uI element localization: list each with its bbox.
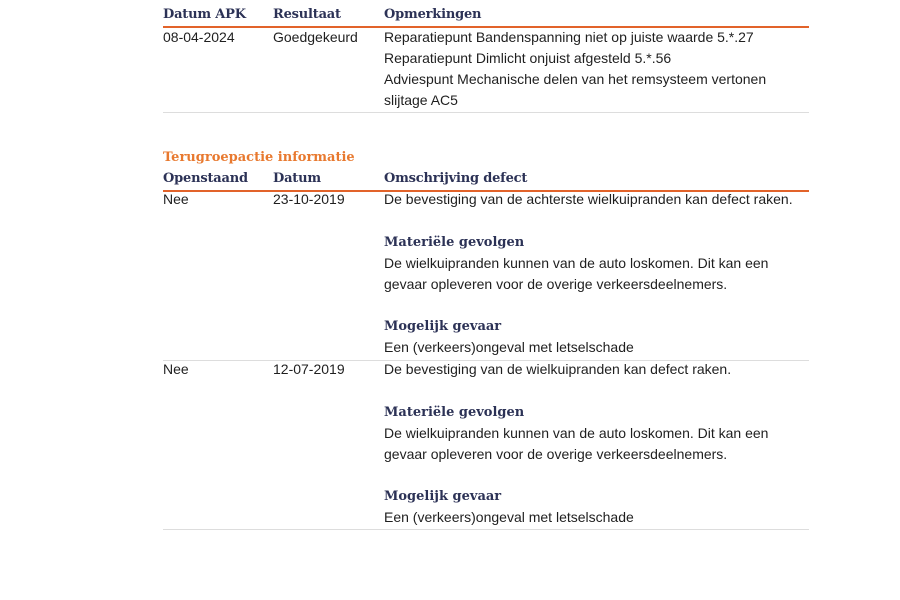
apk-header-result: Resultaat xyxy=(273,7,341,22)
recall-row-description xyxy=(384,189,809,358)
recall-row-open: Nee xyxy=(163,191,189,207)
consequences-label: Materiële gevolgen xyxy=(384,235,525,250)
apk-remark-line: Reparatiepunt Bandenspanning niet op juiste waarde 5.*.27 xyxy=(384,29,754,45)
apk-remark-line: Reparatiepunt Dimlicht onjuist afgesteld 5.*.56 xyxy=(384,50,672,66)
apk-remark-line: slijtage AC5 xyxy=(384,92,458,108)
danger-label: Mogelijk gevaar xyxy=(384,489,502,504)
apk-table xyxy=(163,0,809,120)
recall-title: Terugroepactie informatie xyxy=(163,150,355,165)
recall-row-date: 23-10-2019 xyxy=(273,191,345,207)
defect-description: De bevestiging van de wielkuipranden kan defect raken. xyxy=(384,361,732,377)
consequences-line: gevaar opleveren voor de overige verkeersdeelnemers. xyxy=(384,276,728,292)
defect-description: De bevestiging van de achterste wielkuipranden kan defect raken. xyxy=(384,191,793,207)
consequences-line: De wielkuipranden kunnen van de auto loskomen. Dit kan een xyxy=(384,425,769,441)
recall-section xyxy=(163,148,809,538)
apk-row-remarks xyxy=(384,27,784,111)
recall-header-date: Datum xyxy=(273,171,321,186)
apk-header-date: Datum APK xyxy=(163,7,246,22)
recall-header-open: Openstaand xyxy=(163,171,248,186)
danger-label: Mogelijk gevaar xyxy=(384,319,502,334)
consequences-line: gevaar opleveren voor de overige verkeersdeelnemers. xyxy=(384,446,728,462)
apk-row-result: Goedgekeurd xyxy=(273,29,358,45)
recall-row-date: 12-07-2019 xyxy=(273,361,345,377)
apk-remark-line: Adviespunt Mechanische delen van het remsysteem vertonen xyxy=(384,71,767,87)
apk-row-divider xyxy=(163,112,809,113)
consequences-line: De wielkuipranden kunnen van de auto loskomen. Dit kan een xyxy=(384,255,769,271)
consequences-label: Materiële gevolgen xyxy=(384,405,525,420)
apk-header-remarks: Opmerkingen xyxy=(384,7,482,22)
recall-row-divider xyxy=(163,529,809,530)
danger-text: Een (verkeers)ongeval met letselschade xyxy=(384,339,634,355)
apk-row-date: 08-04-2024 xyxy=(163,29,235,45)
recall-row-open: Nee xyxy=(163,361,189,377)
recall-row-description xyxy=(384,359,809,528)
recall-header-description: Omschrijving defect xyxy=(384,171,528,186)
danger-text: Een (verkeers)ongeval met letselschade xyxy=(384,509,634,525)
